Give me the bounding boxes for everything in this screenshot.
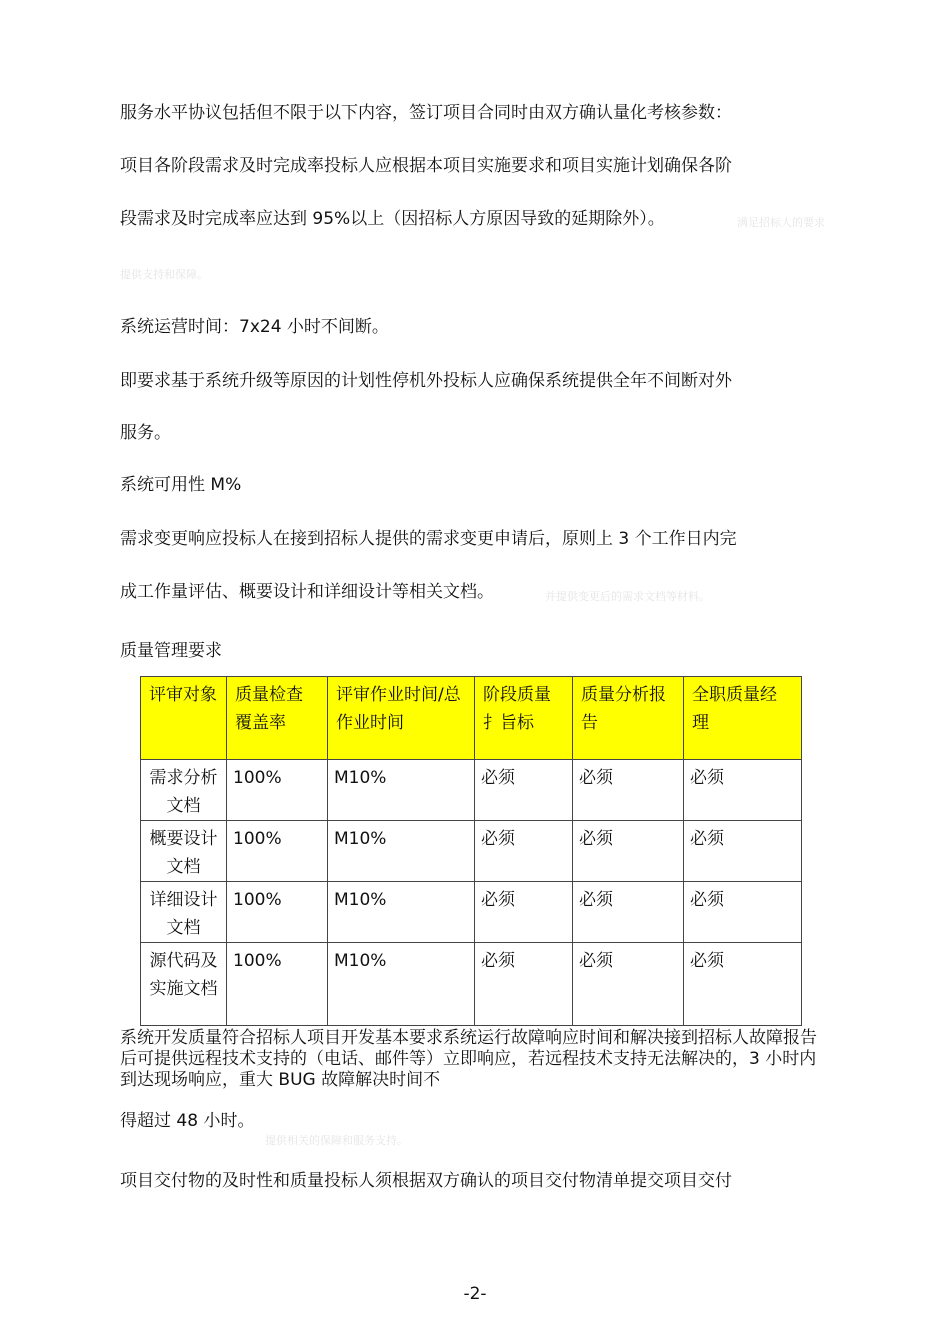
faint-note-2: 提供支持和保障。 (120, 268, 208, 281)
table-cell: M10% (328, 760, 475, 821)
paragraph-change-response-1: 需求变更响应投标人在接到招标人提供的需求变更申请后，原则上 3 个工作日内完 (120, 529, 737, 549)
table-cell: 必须 (684, 760, 802, 821)
header-coverage: 质量检查覆盖率 (227, 677, 328, 760)
paragraph-fault-resolution: 得超过 48 小时。 (120, 1111, 255, 1131)
faint-note-3: 并提供变更后的需求文档等材料。 (545, 590, 710, 603)
header-quality-manager: 全职质量经理 (684, 677, 802, 760)
paragraph-completion-rate-1: 项目各阶段需求及时完成率投标人应根据本项目实施要求和项目实施计划确保各阶 (120, 156, 732, 176)
table-cell: 需求分析文档 (141, 760, 227, 821)
table-cell: 必须 (475, 760, 573, 821)
table-cell: 必须 (475, 943, 573, 1026)
table-cell: 必须 (684, 821, 802, 882)
table-row (141, 943, 802, 1026)
table-row (141, 821, 802, 882)
paragraph-completion-rate-2: 段需求及时完成率应达到 95%以上（因招标人方原因导致的延期除外）。 (120, 209, 665, 229)
table-row (141, 760, 802, 821)
paragraph-uptime-requirement-2: 服务。 (120, 423, 171, 443)
table-cell: 100% (227, 943, 328, 1026)
table-cell: 100% (227, 882, 328, 943)
faint-note-1: 满足招标人的要求 (737, 216, 825, 229)
table-cell: 概要设计文档 (141, 821, 227, 882)
paragraph-deliverables: 项目交付物的及时性和质量投标人须根据双方确认的项目交付物清单提交项目交付 (120, 1171, 732, 1191)
table-row (141, 882, 802, 943)
paragraph-fault-response: 系统开发质量符合招标人项目开发基本要求系统运行故障响应时间和解决接到招标人故障报告后可提供远程技术支持的（电话、邮件等）立即响应，若远程技术支持无法解决的，3 小时内到达现场响应，重大 BUG 故障解决时间不 (120, 1028, 817, 1090)
paragraph-change-response-2: 成工作量评估、概要设计和详细设计等相关文档。 (120, 582, 494, 602)
table-cell: 100% (227, 821, 328, 882)
paragraph-availability: 系统可用性 M% (120, 475, 242, 495)
table-cell: 详细设计文档 (141, 882, 227, 943)
table-cell: 必须 (475, 882, 573, 943)
section-heading-quality: 质量管理要求 (120, 641, 222, 661)
table-cell: 源代码及实施文档 (141, 943, 227, 1026)
table-cell: M10% (328, 943, 475, 1026)
table-cell: 100% (227, 760, 328, 821)
faint-note-4: 提供相关的保障和服务支持。 (265, 1134, 408, 1147)
table-header-row (141, 677, 802, 760)
table-cell: 必须 (475, 821, 573, 882)
paragraph-uptime-requirement-1: 即要求基于系统升级等原因的计划性停机外投标人应确保系统提供全年不间断对外 (120, 371, 732, 391)
table-cell: 必须 (684, 882, 802, 943)
header-review-object: 评审对象 (141, 677, 227, 760)
table-cell: 必须 (573, 882, 684, 943)
table-cell: 必须 (573, 760, 684, 821)
header-phase-quality-index: 阶段质量扌旨标 (475, 677, 573, 760)
paragraph-sla-intro: 服务水平协议包括但不限于以下内容，签订项目合同时由双方确认量化考核参数： (120, 103, 732, 123)
table-cell: 必须 (573, 943, 684, 1026)
page-number: -2- (463, 1284, 487, 1304)
table-cell: 必须 (684, 943, 802, 1026)
table-cell: M10% (328, 882, 475, 943)
quality-table (140, 676, 802, 1026)
table-cell: 必须 (573, 821, 684, 882)
header-review-time: 评审作业时间/总作业时间 (328, 677, 475, 760)
paragraph-operating-time: 系统运营时间：7x24 小时不间断。 (120, 317, 389, 337)
header-quality-report: 质量分析报告 (573, 677, 684, 760)
table-cell: M10% (328, 821, 475, 882)
